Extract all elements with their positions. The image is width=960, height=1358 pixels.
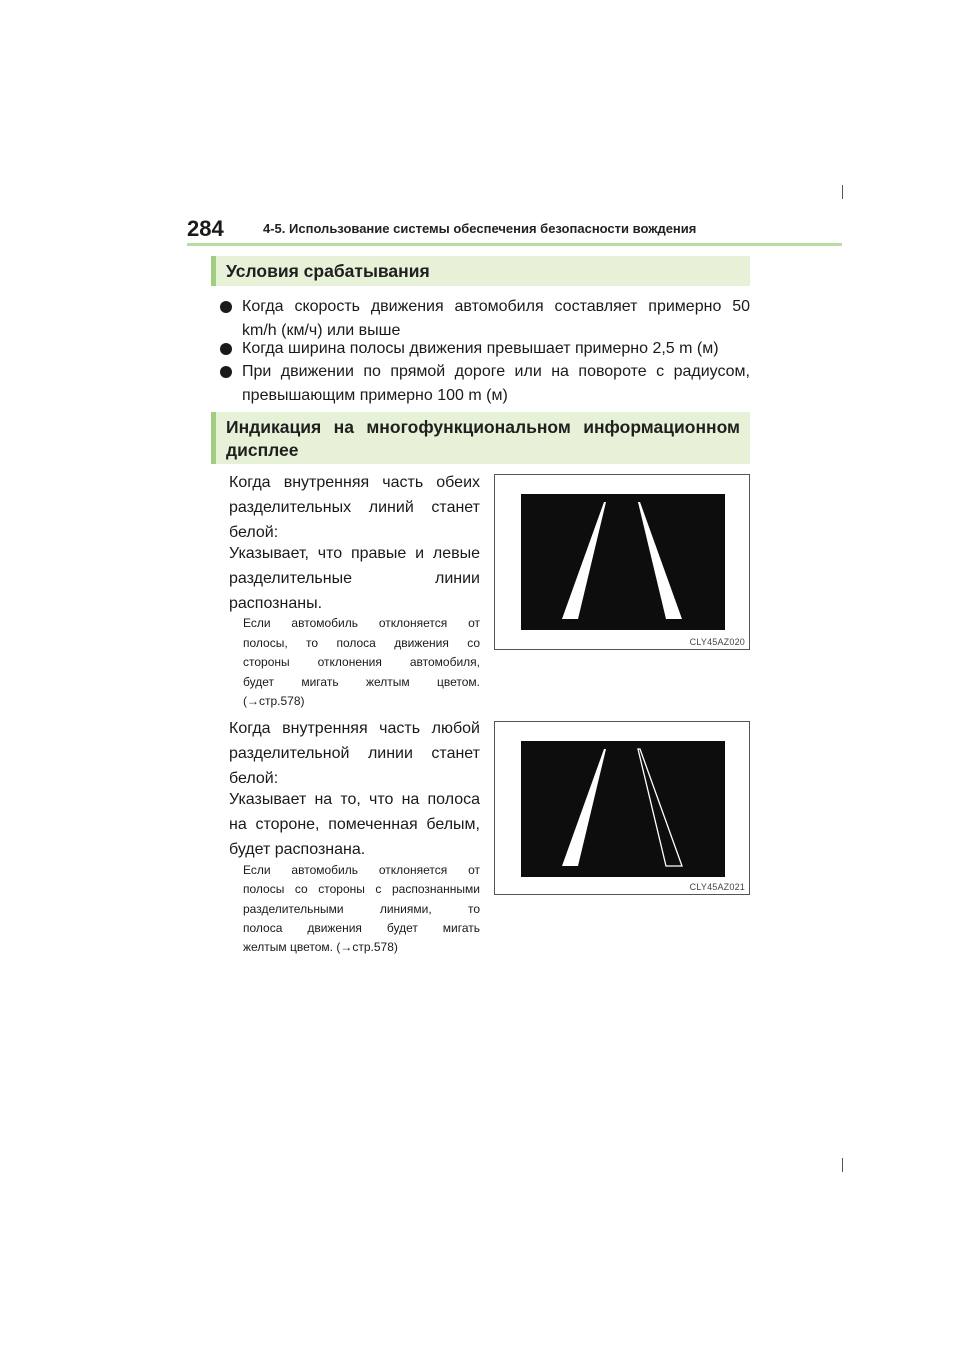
- lane-lines-graphic: [521, 741, 725, 877]
- condition-text: Когда скорость движения автомобиля составляет примерно 50 km/h (км/ч) или выше: [242, 298, 750, 339]
- figure-code: CLY45AZ021: [689, 882, 745, 892]
- item1-note-line: стороны отклонения автомобиля,: [243, 655, 480, 669]
- right-lane-line: [638, 502, 682, 619]
- display-indication-heading: Индикация на многофункциональном информационном дисплее: [211, 412, 750, 464]
- condition-list-item: [220, 295, 750, 343]
- condition-text: При движении по прямой дороге или на повороте с радиусом, превышающим примерно 100 m (м): [242, 363, 750, 404]
- item2-note-line: полосы со стороны с распознанными: [243, 882, 480, 896]
- mid-display-screen: [521, 741, 725, 877]
- both-lines-recognized-figure: [494, 474, 750, 650]
- item1-condition-text: Когда внутренняя часть обеих разделительных линий станет белой:: [229, 474, 480, 541]
- crop-mark-top-right: [842, 185, 843, 199]
- operating-conditions-heading: Условия срабатывания: [211, 256, 750, 286]
- item2-condition-text: Когда внутренняя часть любой разделительной линии станет белой:: [229, 720, 480, 787]
- item2-note-line: разделительными линиями, то: [243, 902, 480, 916]
- condition-list-item: [220, 337, 750, 361]
- bullet-icon: [220, 301, 232, 313]
- item1-note-line: Если автомобиль отклоняется от: [243, 616, 480, 630]
- header-divider: [187, 243, 842, 246]
- lane-lines-graphic: [521, 494, 725, 630]
- page-number: 284: [187, 216, 224, 241]
- bullet-icon: [220, 343, 232, 355]
- mid-display-screen: [521, 494, 725, 630]
- left-lane-line: [562, 502, 606, 619]
- item1-note-line: полосы, то полоса движения со: [243, 636, 480, 650]
- condition-text: Когда ширина полосы движения превышает примерно 2,5 m (м): [242, 340, 719, 357]
- right-lane-line-outline: [638, 749, 682, 866]
- item1-description-text: Указывает, что правые и левые разделительные линии распознаны.: [229, 545, 480, 612]
- item1-note-line: (→стр.578): [243, 694, 305, 708]
- item2-description-text: Указывает на то, что на полоса на стороне, помеченная белым, будет распознана.: [229, 791, 480, 858]
- item2-note-line: желтым цветом. (→стр.578): [243, 940, 398, 954]
- left-lane-line-filled: [562, 749, 606, 866]
- item1-note-line: будет мигать желтым цветом.: [243, 675, 480, 689]
- crop-mark-bottom-right: [842, 1158, 843, 1172]
- item2-note-line: Если автомобиль отклоняется от: [243, 863, 480, 877]
- one-line-recognized-figure: [494, 721, 750, 895]
- figure-code: CLY45AZ020: [689, 637, 745, 647]
- item2-note-line: полоса движения будет мигать: [243, 921, 480, 935]
- condition-list-item: [220, 360, 750, 408]
- section-title: 4-5. Использование системы обеспечения безопасности вождения: [263, 221, 697, 236]
- bullet-icon: [220, 366, 232, 378]
